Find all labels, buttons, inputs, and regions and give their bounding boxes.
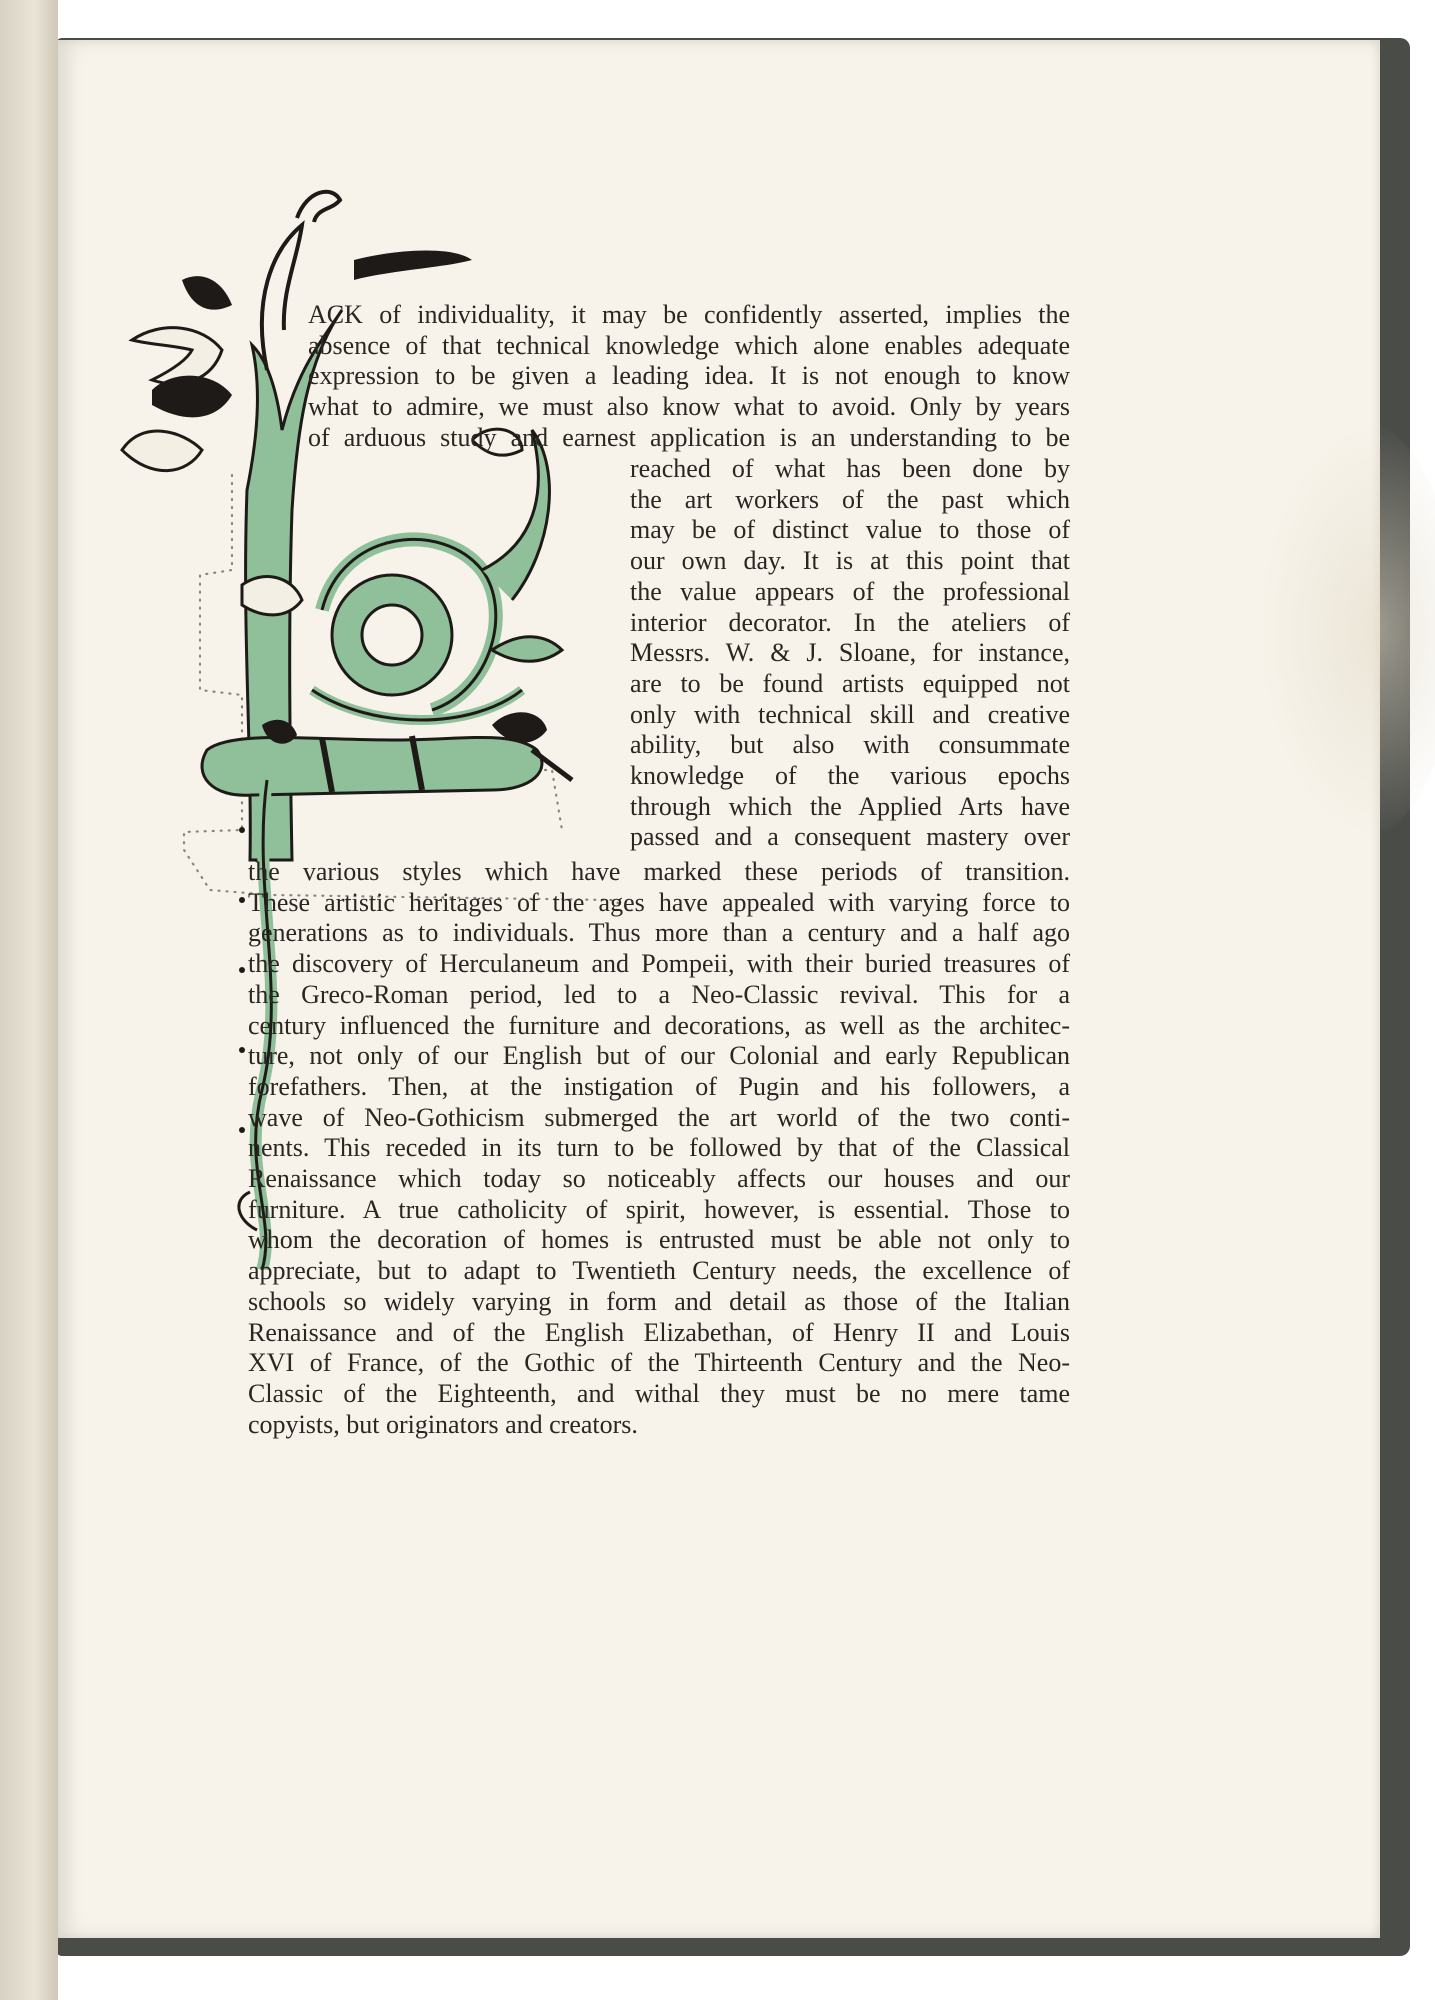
text-line: ACK of individuality, it may be confidently asserted, implies the: [308, 300, 1070, 329]
initial-foot: [202, 738, 542, 796]
text-line: passed and a consequent mastery over: [630, 822, 1070, 852]
text-line: through which the Applied Arts have: [630, 791, 1070, 821]
text-line: only with technical skill and creative: [630, 699, 1070, 729]
text-line: Renaissance and of the English Elizabethan, of Henry II and Louis: [248, 1317, 1070, 1347]
text-line: schools so widely varying in form and detail as those of the Italian: [248, 1286, 1070, 1316]
text-line: of arduous study and earnest application is an understanding to be: [308, 422, 1070, 452]
facing-page-edge: [0, 0, 58, 2000]
text-line: whom the decoration of homes is entrusted must be able not only to: [248, 1225, 1070, 1255]
text-line: the value appears of the professional: [630, 576, 1070, 606]
text-line: knowledge of the various epochs: [630, 761, 1070, 791]
paper-stain: [1258, 420, 1435, 840]
text-block-lower: [248, 857, 1070, 1440]
text-line-last: copyists, but originators and creators.: [248, 1409, 638, 1439]
text-block-beside-initial: [630, 454, 1070, 853]
text-line: furniture. A true catholicity of spirit, however, is essential. Those to: [248, 1194, 1070, 1224]
text-line: ability, but also with consummate: [630, 730, 1070, 760]
text-line: are to be found artists equipped not: [630, 668, 1070, 698]
text-line: ture, not only of our English but of our Colonial and early Republican: [248, 1041, 1070, 1071]
text-line: generations as to individuals. Thus more than a century and a half ago: [248, 918, 1070, 948]
initial-scrollwork: [312, 429, 562, 720]
text-line: XVI of France, of the Gothic of the Thirteenth Century and the Neo-: [248, 1348, 1070, 1378]
text-line: forefathers. Then, at the instigation of Pugin and his followers, a: [248, 1071, 1070, 1101]
text-line: reached of what has been done by: [630, 454, 1070, 483]
text-line: appreciate, but to adapt to Twentieth Century needs, the excellence of: [248, 1256, 1070, 1286]
text-line: the discovery of Herculaneum and Pompeii, with their buried treasures of: [248, 949, 1070, 979]
text-line: interior decorator. In the ateliers of: [630, 607, 1070, 637]
text-line: the Greco-Roman period, led to a Neo-Classic revival. This for a: [248, 979, 1070, 1009]
text-line: may be of distinct value to those of: [630, 515, 1070, 545]
text-line: expression to be given a leading idea. It is not enough to know: [308, 361, 1070, 391]
text-line: wave of Neo-Gothicism submerged the art world of the two conti-: [248, 1102, 1070, 1132]
text-line: nents. This receded in its turn to be followed by that of the Classical: [248, 1133, 1070, 1163]
text-line: our own day. It is at this point that: [630, 546, 1070, 576]
text-block-upper: [308, 300, 1070, 454]
text-line: what to admire, we must also know what to avoid. Only by years: [308, 392, 1070, 422]
text-line: Renaissance which today so noticeably affects our houses and our: [248, 1164, 1070, 1194]
text-line: Classic of the Eighteenth, and withal they must be no mere tame: [248, 1378, 1070, 1408]
text-line: the various styles which have marked these periods of transition.: [248, 857, 1070, 886]
text-line: Messrs. W. & J. Sloane, for instance,: [630, 638, 1070, 668]
text-line: absence of that technical knowledge which alone enables adequate: [308, 330, 1070, 360]
text-line: the art workers of the past which: [630, 484, 1070, 514]
initial-leaf-left: [132, 328, 222, 384]
text-line: century influenced the furniture and decorations, as well as the architec-: [248, 1010, 1070, 1040]
text-line: These artistic heritages of the ages have appealed with varying force to: [248, 887, 1070, 917]
